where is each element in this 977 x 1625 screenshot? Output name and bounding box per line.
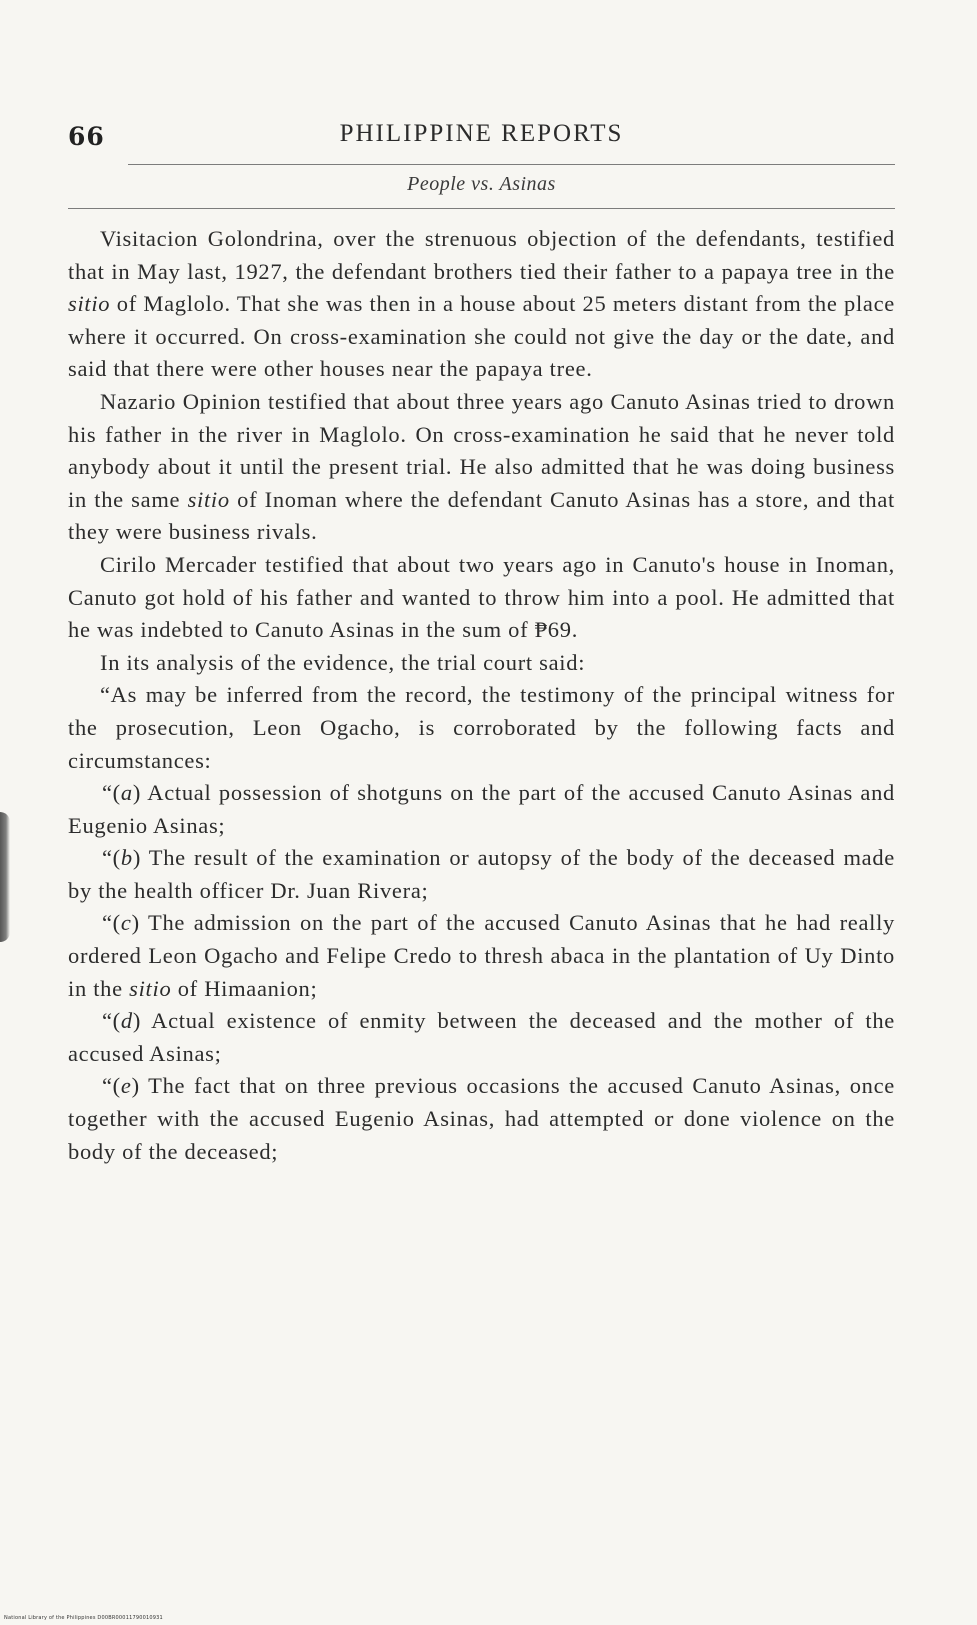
- document-page: [68, 116, 895, 1168]
- text-run: “(: [102, 910, 121, 936]
- text-run: ) Actual existence of enmity between the deceased and the mother of the accused Asinas;: [68, 1008, 895, 1066]
- text-run: Cirilo Mercader testified that about two years ago in Canuto's house in Inoman, Canuto got hold of his father and wanted to throw him into a pool. He admitted that he was indebted to Canuto Asinas in the sum of ₱69.: [68, 551, 895, 643]
- italic-text: c: [120, 910, 132, 936]
- text-run: “(: [102, 845, 121, 871]
- body-paragraph: [68, 679, 895, 777]
- body-text: [68, 223, 895, 1168]
- italic-text: a: [120, 780, 133, 806]
- italic-text: d: [120, 1008, 133, 1034]
- running-head: PHILIPPINE REPORTS: [339, 120, 624, 147]
- text-run: ) The fact that on three previous occasions the accused Canuto Asinas, once together with the accused Eugenio Asinas, had attempted or done violence on the body of the deceased;: [68, 1073, 895, 1164]
- case-title: People vs. Asinas: [407, 173, 556, 195]
- text-run: ) Actual possession of shotguns on the part of the accused Canuto Asinas and Eugenio Asinas;: [68, 780, 895, 838]
- title-rule: [68, 208, 895, 209]
- quoted-item-paragraph: [68, 907, 895, 1005]
- body-paragraph: [68, 549, 895, 647]
- italic-text: b: [120, 845, 133, 871]
- text-run: of Inoman where the defendant Canuto Asinas has a store, and that they were business rivals.: [68, 486, 895, 545]
- italic-text: sitio: [129, 975, 172, 1001]
- scan-credit: National Library of the Philippines D00BR00011790010931: [4, 1615, 163, 1621]
- page-number: 66: [68, 122, 105, 151]
- header-rule: [128, 164, 895, 165]
- text-run: In its analysis of the evidence, the trial court said:: [100, 649, 586, 675]
- quoted-item-paragraph: [68, 777, 895, 842]
- text-run: of Maglolo. That she was then in a house about 25 meters distant from the place where it occurred. On cross-examination she could not give the day or the date, and said that there were other houses near the papaya tree.: [68, 291, 895, 382]
- italic-text: e: [120, 1073, 132, 1099]
- quoted-item-paragraph: [68, 1070, 895, 1168]
- text-run: of Himaanion;: [171, 975, 318, 1001]
- quoted-item-paragraph: [68, 842, 895, 907]
- text-run: ) The result of the examination or autopsy of the body of the deceased made by the health officer Dr. Juan Rivera;: [68, 845, 895, 903]
- text-run: Visitacion Golondrina, over the strenuous objection of the defendants, testified that in May last, 1927, the defendant brothers tied their father to a papaya tree in the: [68, 226, 895, 284]
- text-run: “As may be inferred from the record, the testimony of the principal witness for the prosecution, Leon Ogacho, is corroborated by the following facts and circumstances:: [68, 682, 895, 773]
- italic-text: sitio: [68, 291, 111, 317]
- text-run: Nazario Opinion testified that about three years ago Canuto Asinas tried to drown his father in the river in Maglolo. On cross-examination he said that he never told anybody about it until the present trial. He also admitted that he was doing business in the same: [68, 388, 895, 512]
- italic-text: sitio: [187, 486, 230, 512]
- text-run: “(: [102, 1008, 121, 1034]
- body-paragraph: [68, 386, 895, 549]
- body-paragraph: [68, 223, 895, 386]
- text-run: “(: [102, 1073, 121, 1099]
- body-paragraph: [68, 647, 895, 680]
- quoted-item-paragraph: [68, 1005, 895, 1070]
- binding-shadow: [0, 812, 10, 942]
- page-header: [68, 116, 895, 164]
- text-run: “(: [102, 780, 121, 806]
- text-run: ) The admission on the part of the accused Canuto Asinas that he had really ordered Leon Ogacho and Felipe Credo to thresh abaca in the plantation of Uy Dinto in the: [68, 910, 895, 1001]
